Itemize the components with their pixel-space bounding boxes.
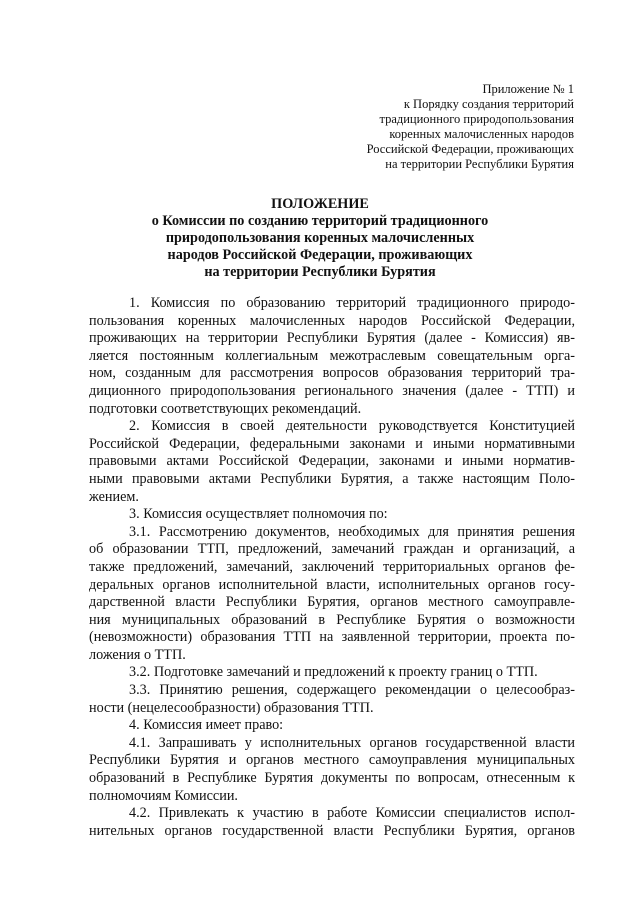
paragraph bbox=[89, 805, 575, 840]
paragraph-line: ными правовыми актами Республики Бурятия, а также настоящим Поло- bbox=[89, 470, 575, 487]
paragraph bbox=[89, 524, 575, 665]
appendix-line: коренных малочисленных народов bbox=[389, 127, 574, 141]
paragraph-line: ния муниципальных образований в Республике Бурятия о возможности bbox=[89, 611, 575, 628]
appendix-line: на территории Республики Бурятия bbox=[385, 157, 574, 171]
paragraph-line: 1. Комиссия по образованию территорий традиционного природо- bbox=[129, 295, 575, 311]
paragraph bbox=[89, 664, 575, 682]
paragraph-line: образований в Республике Бурятия документы по вопросам, отнесенным к bbox=[89, 770, 575, 787]
paragraph-line: пользования коренных малочисленных народов Российской Федерации, bbox=[89, 312, 575, 329]
paragraph bbox=[89, 717, 575, 735]
paragraph-line: ности (нецелесообразности) образования ТТП. bbox=[89, 699, 374, 716]
appendix-line: Приложение № 1 bbox=[482, 82, 574, 96]
paragraph-line: Российской Федерации, федеральными законами и иными нормативными bbox=[89, 435, 575, 452]
document-body bbox=[89, 295, 575, 840]
paragraph bbox=[89, 506, 575, 524]
paragraph-line: об образовании ТТП, предложений, замечаний граждан и организаций, а bbox=[89, 541, 575, 558]
title-line: о Комиссии по созданию территорий традиционного bbox=[151, 213, 489, 229]
paragraph-line: жением. bbox=[89, 488, 139, 505]
paragraph bbox=[89, 682, 575, 717]
appendix-line: традиционного природопользования bbox=[379, 112, 574, 126]
paragraph-line: полномочиям Комиссии. bbox=[89, 787, 238, 804]
paragraph-line: 3.3. Принятию решения, содержащего рекомендации о целесообраз- bbox=[129, 682, 575, 699]
paragraph-line: 4.2. Привлекать к участию в работе Комиссии специалистов испол- bbox=[129, 805, 575, 822]
paragraph-line: ном, созданным для рассмотрения вопросов образования территорий тра- bbox=[89, 365, 575, 382]
paragraph-line: подготовки соответствующих рекомендаций. bbox=[89, 400, 362, 417]
title-heading: ПОЛОЖЕНИЕ bbox=[271, 196, 369, 212]
paragraph bbox=[89, 418, 575, 506]
paragraph-line: также предложений, замечаний, заключений территориальных органов фе- bbox=[89, 558, 575, 575]
paragraph-line: 3.1. Рассмотрению документов, необходимых для принятия решения bbox=[129, 523, 575, 540]
appendix-note bbox=[352, 82, 574, 172]
paragraph bbox=[89, 295, 575, 418]
paragraph-line: проживающих на территории Республики Бурятия (далее - Комиссия) яв- bbox=[89, 330, 575, 347]
paragraph-line: 3.2. Подготовке замечаний и предложений к проекту границ о ТТП. bbox=[129, 664, 538, 681]
paragraph-line: Республики Бурятия и органов местного самоуправления муниципальных bbox=[89, 752, 575, 769]
appendix-line: Российской Федерации, проживающих bbox=[366, 142, 574, 156]
paragraph-line: дарственной власти Республики Бурятия, органов местного самоуправле- bbox=[89, 594, 575, 611]
title-line: народов Российской Федерации, проживающих bbox=[167, 247, 473, 263]
title-line: природопользования коренных малочисленных bbox=[165, 230, 475, 246]
paragraph-line: 4.1. Запрашивать у исполнительных органов государственной власти bbox=[129, 734, 575, 751]
paragraph-line: деральных органов исполнительной власти, исполнительных органов госу- bbox=[89, 576, 575, 593]
appendix-line: к Порядку создания территорий bbox=[403, 97, 574, 111]
paragraph-line: ложения о ТТП. bbox=[89, 646, 186, 663]
paragraph-line: ляется постоянным коллегиальным межотраслевым совещательным орга- bbox=[89, 347, 575, 364]
document-title bbox=[40, 196, 600, 281]
paragraph-line: правовыми актами Российской Федерации, законами и иными норматив- bbox=[89, 453, 575, 470]
paragraph-line: 3. Комиссия осуществляет полномочия по: bbox=[129, 506, 388, 523]
paragraph-line: диционного природопользования регионального значения (далее - ТТП) и bbox=[89, 382, 575, 399]
paragraph-line: (невозможности) образования ТТП на заявленной территории, проекта по- bbox=[89, 629, 575, 646]
title-line: на территории Республики Бурятия bbox=[204, 264, 436, 280]
paragraph-line: нительных органов государственной власти Республики Бурятия, органов bbox=[89, 822, 575, 839]
paragraph bbox=[89, 735, 575, 805]
paragraph-line: 2. Комиссия в своей деятельности руководствуется Конституцией bbox=[129, 418, 575, 435]
paragraph-line: 4. Комиссия имеет право: bbox=[129, 717, 284, 734]
